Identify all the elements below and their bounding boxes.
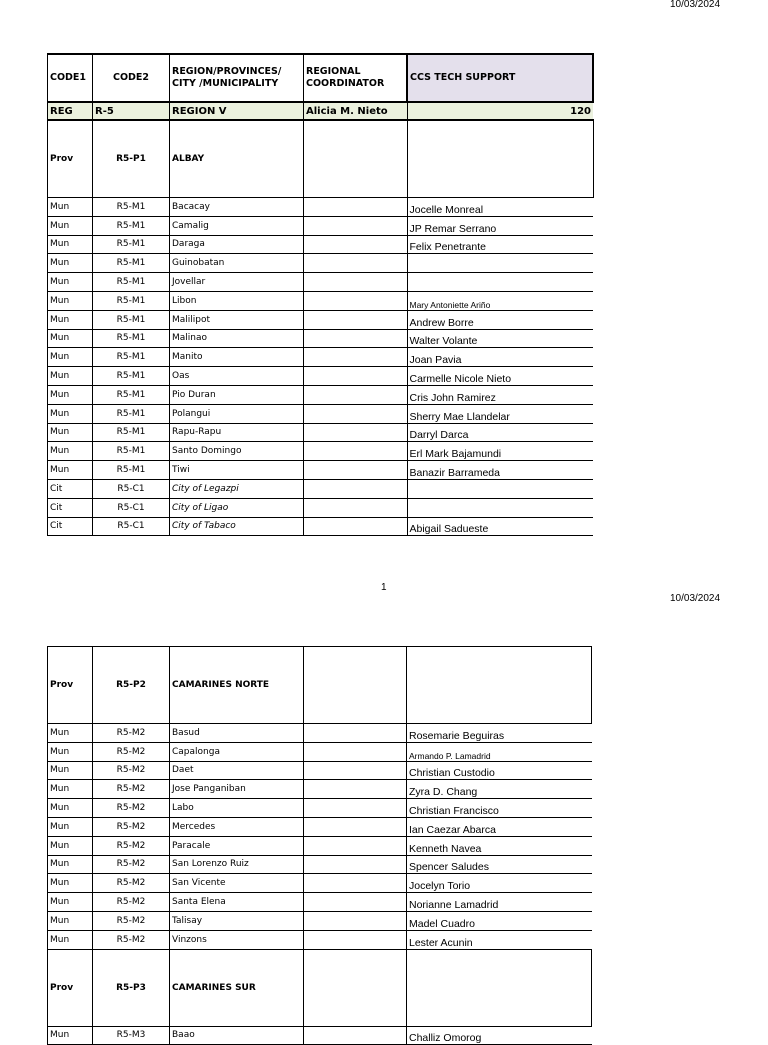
tech-support-cell: Jocelle Monreal — [407, 198, 593, 217]
code2-cell: R5-M2 — [93, 724, 170, 743]
city-row — [48, 517, 594, 536]
province-row — [48, 949, 592, 1026]
code1-cell: Mun — [48, 930, 93, 949]
coordinator-cell — [304, 911, 407, 930]
area-name-cell: Daet — [170, 761, 304, 780]
code1-cell: Mun — [48, 836, 93, 855]
area-name-cell: Rapu-Rapu — [170, 423, 304, 442]
code1-cell: Mun — [48, 761, 93, 780]
municipality-row — [48, 742, 592, 761]
coordinator-cell — [304, 235, 408, 254]
municipality-row — [48, 254, 594, 273]
region-row — [48, 102, 594, 120]
code2-cell: R5-M1 — [93, 442, 170, 461]
municipality-row — [48, 836, 592, 855]
tech-support-cell: Mary Antoniette Ariño — [407, 291, 593, 310]
code1-cell: Cit — [48, 498, 93, 517]
municipality-row — [48, 930, 592, 949]
code2-cell: R5-C1 — [93, 479, 170, 498]
area-name-cell: CAMARINES NORTE — [170, 647, 304, 724]
tech-support-cell: Andrew Borre — [407, 310, 593, 329]
area-name-cell: Vinzons — [170, 930, 304, 949]
municipality-row — [48, 198, 594, 217]
municipality-row — [48, 461, 594, 480]
tech-support-cell: Erl Mark Bajamundi — [407, 442, 593, 461]
code2-cell: R5-M1 — [93, 291, 170, 310]
tech-support-cell: CCS TECH SUPPORT — [407, 54, 593, 102]
code2-cell: R5-M2 — [93, 799, 170, 818]
municipality-row — [48, 273, 594, 292]
area-name-cell: Santa Elena — [170, 893, 304, 912]
area-name-cell: REGION V — [170, 102, 304, 120]
table-header-row — [48, 54, 594, 102]
municipality-row — [48, 799, 592, 818]
region-table-page1 — [47, 53, 594, 536]
coordinator-cell — [304, 780, 407, 799]
code1-cell: Mun — [48, 254, 93, 273]
code1-cell: Mun — [48, 235, 93, 254]
municipality-row — [48, 404, 594, 423]
area-name-cell: Libon — [170, 291, 304, 310]
area-name-cell: Tiwi — [170, 461, 304, 480]
code2-cell: R5-M1 — [93, 198, 170, 217]
tech-support-cell: Sherry Mae Llandelar — [407, 404, 593, 423]
area-name-cell: Basud — [170, 724, 304, 743]
coordinator-cell — [304, 1026, 407, 1045]
province-row — [48, 120, 594, 198]
code1-cell: Mun — [48, 742, 93, 761]
tech-support-cell: Armando P. Lamadrid — [407, 742, 592, 761]
province-row — [48, 647, 592, 724]
code2-cell: R5-M2 — [93, 930, 170, 949]
area-name-cell: Pio Duran — [170, 385, 304, 404]
tech-support-cell — [407, 479, 593, 498]
coordinator-cell: REGIONAL COORDINATOR — [304, 54, 408, 102]
municipality-row — [48, 761, 592, 780]
tech-support-cell — [407, 273, 593, 292]
coordinator-cell — [304, 254, 408, 273]
code2-cell: R5-M2 — [93, 874, 170, 893]
tech-support-cell: Spencer Saludes — [407, 855, 592, 874]
coordinator-cell — [304, 817, 407, 836]
municipality-row — [48, 329, 594, 348]
municipality-row — [48, 216, 594, 235]
coordinator-cell — [304, 329, 408, 348]
tech-support-cell: Lester Acunin — [407, 930, 592, 949]
tech-support-cell — [407, 254, 593, 273]
code1-cell: Mun — [48, 216, 93, 235]
area-name-cell: San Vicente — [170, 874, 304, 893]
coordinator-cell — [304, 930, 407, 949]
code2-cell: R5-P1 — [93, 120, 170, 198]
coordinator-cell — [304, 949, 407, 1026]
municipality-row — [48, 1026, 592, 1045]
coordinator-cell — [304, 461, 408, 480]
code2-cell: R5-M2 — [93, 780, 170, 799]
area-name-cell: Bacacay — [170, 198, 304, 217]
municipality-row — [48, 893, 592, 912]
tech-support-cell: Rosemarie Beguiras — [407, 724, 592, 743]
area-name-cell: City of Legazpi — [170, 479, 304, 498]
tech-support-cell: Norianne Lamadrid — [407, 893, 592, 912]
coordinator-cell — [304, 198, 408, 217]
coordinator-cell — [304, 724, 407, 743]
code2-cell: R5-M1 — [93, 404, 170, 423]
tech-support-cell: Christian Francisco — [407, 799, 592, 818]
area-name-cell: Polangui — [170, 404, 304, 423]
code1-cell: Cit — [48, 517, 93, 536]
area-name-cell: Malilipot — [170, 310, 304, 329]
area-name-cell: REGION/PROVINCES/ CITY /MUNICIPALITY — [170, 54, 304, 102]
coordinator-cell — [304, 742, 407, 761]
tech-support-cell: Joan Pavia — [407, 348, 593, 367]
code2-cell: R5-M2 — [93, 761, 170, 780]
area-name-cell: Mercedes — [170, 817, 304, 836]
area-name-cell: ALBAY — [170, 120, 304, 198]
municipality-row — [48, 367, 594, 386]
code2-cell: R5-C1 — [93, 498, 170, 517]
tech-support-cell: Jocelyn Torio — [407, 874, 592, 893]
coordinator-cell — [304, 291, 408, 310]
city-row — [48, 479, 594, 498]
tech-support-cell: Banazir Barrameda — [407, 461, 593, 480]
code1-cell: Mun — [48, 423, 93, 442]
code2-cell: R5-M2 — [93, 911, 170, 930]
municipality-row — [48, 385, 594, 404]
code1-cell: Mun — [48, 348, 93, 367]
coordinator-cell — [304, 423, 408, 442]
code2-cell: R5-M1 — [93, 216, 170, 235]
tech-support-cell: JP Remar Serrano — [407, 216, 593, 235]
municipality-row — [48, 855, 592, 874]
print-date: 10/03/2024 — [670, 0, 721, 10]
area-name-cell: Baao — [170, 1026, 304, 1045]
coordinator-cell — [304, 216, 408, 235]
code1-cell: Mun — [48, 385, 93, 404]
area-name-cell: CAMARINES SUR — [170, 949, 304, 1026]
code1-cell: Mun — [48, 198, 93, 217]
code2-cell: R5-M2 — [93, 817, 170, 836]
area-name-cell: Jovellar — [170, 273, 304, 292]
code1-cell: Mun — [48, 780, 93, 799]
area-name-cell: Jose Panganiban — [170, 780, 304, 799]
code1-cell: Mun — [48, 404, 93, 423]
coordinator-cell — [304, 367, 408, 386]
tech-support-cell: 120 — [407, 102, 593, 120]
tech-support-cell — [407, 949, 592, 1026]
coordinator-cell — [304, 498, 408, 517]
municipality-row — [48, 291, 594, 310]
tech-support-cell: Walter Volante — [407, 329, 593, 348]
area-name-cell: Labo — [170, 799, 304, 818]
code2-cell: R5-M1 — [93, 385, 170, 404]
area-name-cell: City of Tabaco — [170, 517, 304, 536]
code2-cell: R5-M1 — [93, 235, 170, 254]
tech-support-cell — [407, 498, 593, 517]
coordinator-cell — [304, 893, 407, 912]
area-name-cell: Camalig — [170, 216, 304, 235]
area-name-cell: Oas — [170, 367, 304, 386]
area-name-cell: Capalonga — [170, 742, 304, 761]
tech-support-cell: Carmelle Nicole Nieto — [407, 367, 593, 386]
code2-cell: R5-M1 — [93, 254, 170, 273]
code2-cell: R5-P2 — [93, 647, 170, 724]
tech-support-cell — [407, 120, 593, 198]
code2-cell: R5-M1 — [93, 367, 170, 386]
code1-cell: Mun — [48, 911, 93, 930]
code1-cell: Mun — [48, 273, 93, 292]
area-name-cell: Malinao — [170, 329, 304, 348]
code1-cell: Prov — [48, 647, 93, 724]
coordinator-cell — [304, 836, 407, 855]
code2-cell: R5-M1 — [93, 273, 170, 292]
coordinator-cell — [304, 404, 408, 423]
code1-cell: Mun — [48, 310, 93, 329]
municipality-row — [48, 911, 592, 930]
area-name-cell: Santo Domingo — [170, 442, 304, 461]
area-name-cell: Guinobatan — [170, 254, 304, 273]
tech-support-cell: Kenneth Navea — [407, 836, 592, 855]
tech-support-cell: Challiz Omorog — [407, 1026, 592, 1045]
code2-cell: R5-M1 — [93, 329, 170, 348]
coordinator-cell — [304, 348, 408, 367]
coordinator-cell — [304, 799, 407, 818]
municipality-row — [48, 310, 594, 329]
code1-cell: Mun — [48, 724, 93, 743]
coordinator-cell — [304, 517, 408, 536]
tech-support-cell: Madel Cuadro — [407, 911, 592, 930]
code2-cell: R5-M2 — [93, 742, 170, 761]
code1-cell: Mun — [48, 367, 93, 386]
code1-cell: Mun — [48, 1026, 93, 1045]
municipality-row — [48, 817, 592, 836]
municipality-row — [48, 724, 592, 743]
code1-cell: REG — [48, 102, 93, 120]
area-name-cell: Daraga — [170, 235, 304, 254]
code2-cell: R5-M2 — [93, 855, 170, 874]
code1-cell: Mun — [48, 893, 93, 912]
municipality-row — [48, 874, 592, 893]
tech-support-cell: Abigail Sadueste — [407, 517, 593, 536]
code1-cell: Mun — [48, 817, 93, 836]
code1-cell: CODE1 — [48, 54, 93, 102]
municipality-row — [48, 780, 592, 799]
coordinator-cell — [304, 855, 407, 874]
code2-cell: R5-M3 — [93, 1026, 170, 1045]
code2-cell: R5-M2 — [93, 893, 170, 912]
municipality-row — [48, 423, 594, 442]
code2-cell: R5-M1 — [93, 310, 170, 329]
coordinator-cell — [304, 120, 408, 198]
print-date-page2: 10/03/2024 — [670, 593, 721, 604]
tech-support-cell: Felix Penetrante — [407, 235, 593, 254]
code2-cell: R5-M2 — [93, 836, 170, 855]
code1-cell: Prov — [48, 949, 93, 1026]
coordinator-cell — [304, 479, 408, 498]
code1-cell: Cit — [48, 479, 93, 498]
tech-support-cell: Darryl Darca — [407, 423, 593, 442]
tech-support-cell: Cris John Ramirez — [407, 385, 593, 404]
area-name-cell: Talisay — [170, 911, 304, 930]
coordinator-cell — [304, 385, 408, 404]
code2-cell: R5-M1 — [93, 423, 170, 442]
code1-cell: Prov — [48, 120, 93, 198]
code2-cell: CODE2 — [93, 54, 170, 102]
city-row — [48, 498, 594, 517]
code1-cell: Mun — [48, 329, 93, 348]
coordinator-cell — [304, 273, 408, 292]
code1-cell: Mun — [48, 799, 93, 818]
municipality-row — [48, 348, 594, 367]
coordinator-cell — [304, 442, 408, 461]
code2-cell: R5-P3 — [93, 949, 170, 1026]
tech-support-cell — [407, 647, 592, 724]
area-name-cell: Paracale — [170, 836, 304, 855]
tech-support-cell: Christian Custodio — [407, 761, 592, 780]
page-number: 1 — [381, 582, 387, 593]
code2-cell: R5-M1 — [93, 461, 170, 480]
code2-cell: R5-C1 — [93, 517, 170, 536]
code1-cell: Mun — [48, 855, 93, 874]
area-name-cell: City of Ligao — [170, 498, 304, 517]
municipality-row — [48, 235, 594, 254]
coordinator-cell — [304, 647, 407, 724]
municipality-row — [48, 442, 594, 461]
coordinator-cell — [304, 761, 407, 780]
region-table-page2 — [47, 646, 592, 1045]
tech-support-cell: Ian Caezar Abarca — [407, 817, 592, 836]
coordinator-cell — [304, 310, 408, 329]
code1-cell: Mun — [48, 461, 93, 480]
area-name-cell: Manito — [170, 348, 304, 367]
code1-cell: Mun — [48, 874, 93, 893]
tech-support-cell: Zyra D. Chang — [407, 780, 592, 799]
code2-cell: R-5 — [93, 102, 170, 120]
code2-cell: R5-M1 — [93, 348, 170, 367]
coordinator-cell — [304, 874, 407, 893]
code1-cell: Mun — [48, 291, 93, 310]
area-name-cell: San Lorenzo Ruiz — [170, 855, 304, 874]
coordinator-cell: Alicia M. Nieto — [304, 102, 408, 120]
code1-cell: Mun — [48, 442, 93, 461]
